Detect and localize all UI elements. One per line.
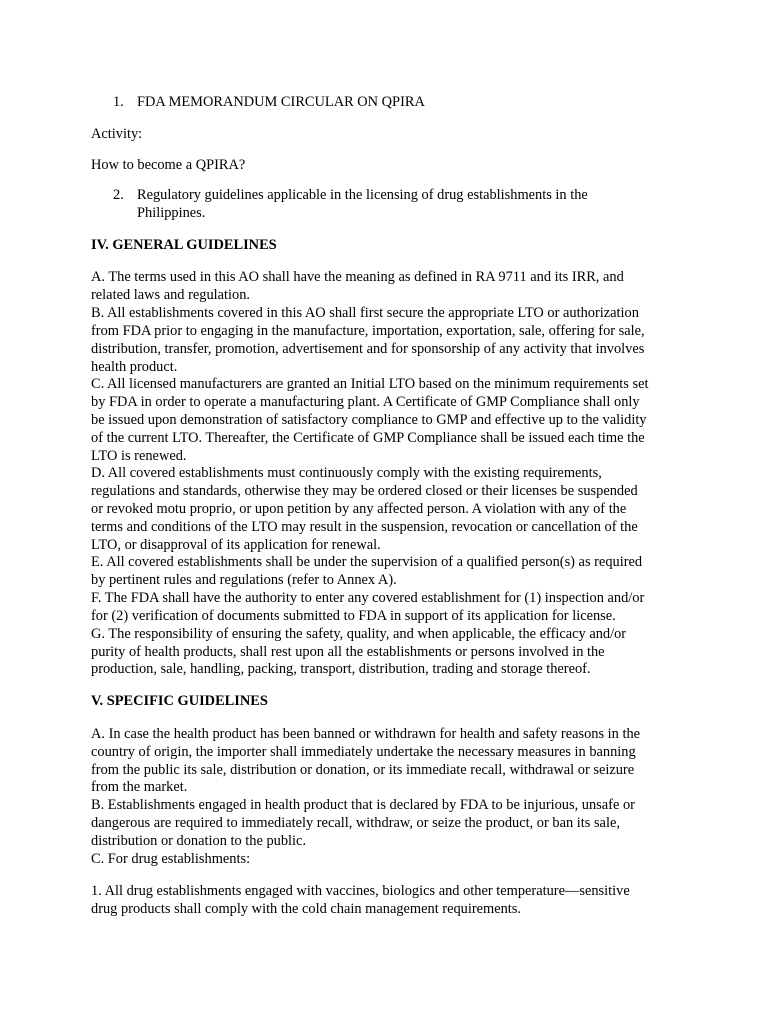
question-text: How to become a QPIRA?: [91, 157, 246, 173]
paragraph-line: by pertinent rules and regulations (refer to Annex A).: [91, 572, 397, 588]
list-number: 1.: [113, 94, 124, 110]
paragraph-line: from the market.: [91, 779, 188, 795]
paragraph-line: distribution, transfer, promotion, advertisement and for sponsorship of any activity that involves: [91, 341, 645, 357]
paragraph-line: production, sale, handling, packing, transport, distribution, trading and storage thereof.: [91, 661, 591, 677]
paragraph-line: A. The terms used in this AO shall have the meaning as defined in RA 9711 and its IRR, and: [91, 269, 624, 285]
paragraph-line: from the public its sale, distribution or donation, or its immediate recall, withdrawal or seizure: [91, 762, 635, 778]
paragraph-line: G. The responsibility of ensuring the safety, quality, and when applicable, the efficacy and/or: [91, 626, 627, 642]
paragraph-line: or revoked motu proprio, or upon petition by any affected person. A violation with any of the: [91, 501, 627, 517]
paragraph-line: health product.: [91, 359, 178, 375]
paragraph-line: 1. All drug establishments engaged with vaccines, biologics and other temperature—sensitive: [91, 883, 630, 899]
list-item-text-line: Regulatory guidelines applicable in the licensing of drug establishments in the: [137, 187, 588, 203]
paragraph-line: D. All covered establishments must continuously comply with the existing requirements,: [91, 465, 602, 481]
list-number: 2.: [113, 187, 124, 203]
paragraph-line: related laws and regulation.: [91, 287, 251, 303]
section-heading: IV. GENERAL GUIDELINES: [91, 237, 277, 253]
paragraph-line: of the current LTO. Thereafter, the Certificate of GMP Compliance shall be issued each time the: [91, 430, 645, 446]
paragraph-line: regulations and standards, otherwise they may be ordered closed or their licenses be suspended: [91, 483, 638, 499]
paragraph-line: C. All licensed manufacturers are granted an Initial LTO based on the minimum requirements set: [91, 376, 649, 392]
paragraph-line: A. In case the health product has been banned or withdrawn for health and safety reasons in the: [91, 726, 641, 742]
list-item-title: FDA MEMORANDUM CIRCULAR ON QPIRA: [137, 94, 425, 110]
paragraph-line: dangerous are required to immediately recall, withdraw, or seize the product, or ban its sale,: [91, 815, 620, 831]
paragraph-line: country of origin, the importer shall immediately undertake the necessary measures in banning: [91, 744, 636, 760]
paragraph-line: C. For drug establishments:: [91, 851, 251, 867]
paragraph-line: for (2) verification of documents submitted to FDA in support of its application for license.: [91, 608, 616, 624]
paragraph-line: by FDA in order to operate a manufacturing plant. A Certificate of GMP Compliance shall only: [91, 394, 640, 410]
paragraph-line: purity of health products, shall rest upon all the establishments or persons involved in the: [91, 644, 605, 660]
paragraph-line: terms and conditions of the LTO may result in the suspension, revocation or cancellation of the: [91, 519, 638, 535]
paragraph-line: LTO is renewed.: [91, 448, 187, 464]
paragraph-line: LTO, or disapproval of its application for renewal.: [91, 537, 381, 553]
activity-label: Activity:: [91, 126, 143, 142]
list-item-text-line: Philippines.: [137, 205, 206, 221]
paragraph-line: F. The FDA shall have the authority to enter any covered establishment for (1) inspection and/or: [91, 590, 645, 606]
paragraph-line: B. Establishments engaged in health product that is declared by FDA to be injurious, unsafe or: [91, 797, 635, 813]
paragraph-line: B. All establishments covered in this AO shall first secure the appropriate LTO or authorization: [91, 305, 639, 321]
paragraph-line: drug products shall comply with the cold chain management requirements.: [91, 901, 522, 917]
paragraph-line: from FDA prior to engaging in the manufacture, importation, exportation, sale, offering for sale,: [91, 323, 645, 339]
paragraph-line: E. All covered establishments shall be under the supervision of a qualified person(s) as required: [91, 554, 643, 570]
paragraph-line: distribution or donation to the public.: [91, 833, 307, 849]
section-heading: V. SPECIFIC GUIDELINES: [91, 693, 268, 709]
paragraph-line: be issued upon demonstration of satisfactory compliance to GMP and effective up to the validity: [91, 412, 647, 428]
